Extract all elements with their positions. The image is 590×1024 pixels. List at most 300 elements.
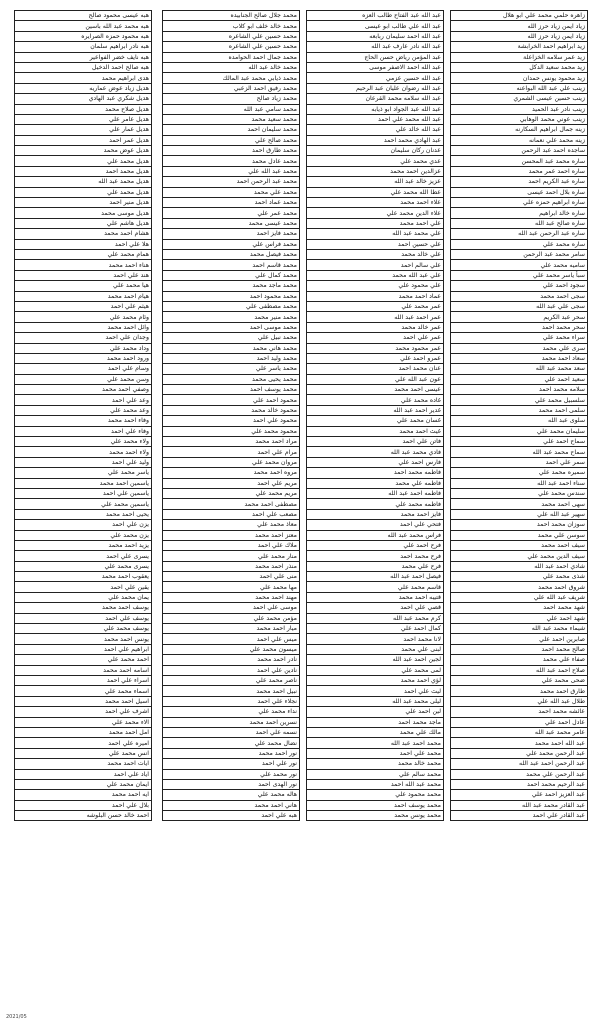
- table-row: [451, 426, 588, 436]
- table-row: [451, 353, 588, 363]
- table-row: [163, 426, 300, 436]
- table-row: [451, 405, 588, 415]
- table-row: [15, 166, 152, 176]
- table-row: [15, 198, 152, 208]
- table-row: [451, 696, 588, 706]
- name-cell: محمد يوسف احمد: [307, 800, 444, 810]
- table-row: [307, 291, 444, 301]
- table-row: [163, 42, 300, 52]
- name-cell: محمود محمد علي: [163, 426, 300, 436]
- name-cell: فرح محمد احمد: [307, 551, 444, 561]
- name-cell: الاء محمد علي: [15, 717, 152, 727]
- table-row: [15, 468, 152, 478]
- name-cell: منى علي احمد: [163, 572, 300, 582]
- name-cell: وفاء علي احمد: [15, 426, 152, 436]
- table-row: [15, 260, 152, 270]
- name-cell: ناصر محمد علي: [163, 676, 300, 686]
- table-row: [15, 759, 152, 769]
- table-row: [163, 478, 300, 488]
- table-row: [163, 249, 300, 259]
- table-row: [15, 426, 152, 436]
- table-row: [15, 62, 152, 72]
- name-column-4: [14, 10, 152, 1014]
- table-row: [307, 769, 444, 779]
- table-row: [451, 42, 588, 52]
- table-row: [451, 198, 588, 208]
- name-cell: عبد الله عبد الفتاح طالب العزه: [307, 11, 444, 21]
- table-row: [307, 249, 444, 259]
- name-cell: ضحى محمد علي: [451, 676, 588, 686]
- table-row: [15, 509, 152, 519]
- name-cell: اياد علي احمد: [15, 769, 152, 779]
- table-row: [15, 405, 152, 415]
- name-cell: ماجد محمد احمد: [307, 717, 444, 727]
- table-row: [451, 509, 588, 519]
- table-row: [307, 613, 444, 623]
- table-row: [15, 187, 152, 197]
- name-cell: محمد ياسر علي: [163, 364, 300, 374]
- name-cell: سليمان محمد علي: [451, 426, 588, 436]
- table-row: [451, 561, 588, 571]
- name-cell: هديل صلاح محمد: [15, 104, 152, 114]
- name-table-1: [450, 10, 588, 821]
- name-cell: سلسبيل محمد علي: [451, 395, 588, 405]
- table-row: [163, 374, 300, 384]
- name-cell: محمد فيصل محمد: [163, 249, 300, 259]
- name-cell: هاني احمد محمد: [163, 800, 300, 810]
- name-cell: محمد يوسف احمد: [163, 385, 300, 395]
- table-row: [163, 488, 300, 498]
- name-cell: فاطمه محمد علي: [307, 499, 444, 509]
- table-row: [451, 551, 588, 561]
- name-cell: محمد علي محمد: [163, 187, 300, 197]
- page-footer: 2021/05: [6, 1014, 27, 1020]
- name-cell: سناء احمد عبد الله: [451, 478, 588, 488]
- name-cell: عمر خالد محمد: [307, 322, 444, 332]
- name-cell: نور علي احمد: [163, 759, 300, 769]
- table-row: [163, 208, 300, 218]
- name-cell: سراء محمد علي: [451, 333, 588, 343]
- name-cell: احمد محمد علي: [15, 655, 152, 665]
- name-cell: نجلاء علي احمد: [163, 696, 300, 706]
- table-row: [451, 478, 588, 488]
- name-cell: ولاء احمد محمد: [15, 447, 152, 457]
- table-row: [163, 509, 300, 519]
- table-row: [307, 603, 444, 613]
- name-cell: سماح محمد عبد الله: [451, 447, 588, 457]
- name-cell: وصفي احمد محمد: [15, 385, 152, 395]
- table-row: [307, 218, 444, 228]
- name-cell: عبد الله احمد الاصفر موسى: [307, 62, 444, 72]
- table-row: [163, 696, 300, 706]
- table-row: [307, 114, 444, 124]
- name-cell: ساره عبد الرحمن عبد الله: [451, 229, 588, 239]
- name-cell: فاطمه احمد عبد الله: [307, 488, 444, 498]
- name-cell: هديل هاشم علي: [15, 218, 152, 228]
- table-row: [451, 322, 588, 332]
- name-cell: صالح محمد احمد: [451, 644, 588, 654]
- name-cell: عبد العزيز احمد علي: [451, 790, 588, 800]
- table-row: [451, 21, 588, 31]
- name-cell: سرى علي محمد: [451, 343, 588, 353]
- name-cell: زياد ايمن زياد حرز الله: [451, 21, 588, 31]
- name-cell: هبه علي احمد: [163, 811, 300, 821]
- name-cell: وسن محمد علي: [15, 374, 152, 384]
- table-row: [15, 301, 152, 311]
- table-row: [163, 769, 300, 779]
- table-row: [307, 509, 444, 519]
- table-row: [15, 447, 152, 457]
- table-row: [15, 499, 152, 509]
- name-cell: سحر محمد احمد: [451, 322, 588, 332]
- table-row: [451, 94, 588, 104]
- name-cell: وليد علي احمد: [15, 457, 152, 467]
- name-cell: سحر عبد الكريم: [451, 312, 588, 322]
- name-cell: صلاح احمد عبد الله: [451, 665, 588, 675]
- table-row: [163, 343, 300, 353]
- name-cell: محمد فراس علي: [163, 239, 300, 249]
- table-row: [15, 634, 152, 644]
- table-row: [307, 468, 444, 478]
- name-cell: يوسف محمد علي: [15, 624, 152, 634]
- name-cell: ساره احمد عمر محمد: [451, 166, 588, 176]
- name-cell: هديل عوض محمد: [15, 146, 152, 156]
- table-row: [15, 395, 152, 405]
- name-cell: لؤي احمد محمد: [307, 676, 444, 686]
- name-cell: ملاك علي احمد: [163, 540, 300, 550]
- table-row: [307, 260, 444, 270]
- name-cell: سجى علي عبد الله: [451, 301, 588, 311]
- table-row: [15, 31, 152, 41]
- table-row: [451, 603, 588, 613]
- table-row: [15, 364, 152, 374]
- name-cell: عامر محمد عبد الله: [451, 727, 588, 737]
- table-row: [163, 457, 300, 467]
- table-row: [163, 530, 300, 540]
- table-row: [163, 291, 300, 301]
- name-cell: محمد عبد الله احمد: [307, 779, 444, 789]
- name-cell: ساميه محمد علي: [451, 260, 588, 270]
- name-cell: عيسى احمد محمد: [307, 385, 444, 395]
- name-cell: عبد القادر علي احمد: [451, 811, 588, 821]
- table-row: [307, 416, 444, 426]
- table-row: [451, 281, 588, 291]
- table-row: [15, 343, 152, 353]
- name-cell: ساره محمد عبد المحسن: [451, 156, 588, 166]
- name-cell: نبيل احمد محمد: [163, 686, 300, 696]
- name-cell: وائل احمد محمد: [15, 322, 152, 332]
- table-row: [451, 416, 588, 426]
- name-cell: ابراهيم علي احمد: [15, 644, 152, 654]
- name-cell: ساره صالح عبد الله: [451, 218, 588, 228]
- name-cell: عمر علي احمد: [307, 333, 444, 343]
- table-row: [15, 790, 152, 800]
- name-cell: علاء احمد محمد: [307, 198, 444, 208]
- name-cell: محمد احمد عبد الله: [307, 738, 444, 748]
- table-row: [307, 488, 444, 498]
- name-cell: عبد الرحيم محمد احمد: [451, 779, 588, 789]
- table-row: [307, 707, 444, 717]
- name-cell: علي محمود علي: [307, 281, 444, 291]
- name-cell: لانا محمد احمد: [307, 634, 444, 644]
- table-row: [451, 582, 588, 592]
- table-row: [451, 520, 588, 530]
- table-row: [307, 457, 444, 467]
- name-cell: علي عبد الله محمد: [307, 270, 444, 280]
- table-row: [163, 790, 300, 800]
- table-row: [307, 73, 444, 83]
- name-cell: هديل عمر احمد: [15, 135, 152, 145]
- table-row: [451, 385, 588, 395]
- table-row: [307, 343, 444, 353]
- table-row: [451, 229, 588, 239]
- name-cell: اسامه احمد محمد: [15, 665, 152, 675]
- name-cell: محمد حسين علي الشاعره: [163, 31, 300, 41]
- name-cell: سماح احمد علي: [451, 437, 588, 447]
- table-row: [451, 83, 588, 93]
- name-cell: سامر محمد عبد الرحمن: [451, 249, 588, 259]
- table-row: [307, 727, 444, 737]
- table-row: [15, 530, 152, 540]
- name-cell: ساره ابراهيم حمزه علي: [451, 198, 588, 208]
- name-cell: ساره عبد الكريم احمد: [451, 177, 588, 187]
- name-cell: وجدان علي احمد: [15, 333, 152, 343]
- name-cell: عزالدين احمد محمد: [307, 166, 444, 176]
- table-row: [307, 572, 444, 582]
- name-cell: سيف احمد محمد: [451, 540, 588, 550]
- table-row: [15, 218, 152, 228]
- name-cell: علي محمد عبد الله: [307, 229, 444, 239]
- table-row: [163, 177, 300, 187]
- table-row: [307, 551, 444, 561]
- table-row: [163, 447, 300, 457]
- name-cell: سهير عبد الله علي: [451, 509, 588, 519]
- table-row: [307, 104, 444, 114]
- table-row: [307, 686, 444, 696]
- name-cell: ولاء محمد علي: [15, 437, 152, 447]
- table-row: [451, 717, 588, 727]
- name-cell: وعد علي احمد: [15, 395, 152, 405]
- name-cell: سمر علي احمد: [451, 457, 588, 467]
- name-cell: عبد الله محمد علي احمد: [307, 114, 444, 124]
- name-cell: هدى ابراهيم محمد: [15, 73, 152, 83]
- table-row: [451, 218, 588, 228]
- name-column-2: [306, 10, 444, 1014]
- name-cell: انس محمد علي: [15, 748, 152, 758]
- name-cell: طارق احمد محمد: [451, 686, 588, 696]
- table-row: [307, 395, 444, 405]
- name-cell: هيثم علي احمد: [15, 301, 152, 311]
- table-row: [307, 561, 444, 571]
- table-row: [163, 260, 300, 270]
- name-cell: هبه محمود حمزه الصرايره: [15, 31, 152, 41]
- table-row: [307, 166, 444, 176]
- name-cell: محمد جمال احمد الحوامده: [163, 52, 300, 62]
- name-cell: عنان محمد احمد: [307, 364, 444, 374]
- table-row: [163, 572, 300, 582]
- table-row: [15, 800, 152, 810]
- table-row: [307, 42, 444, 52]
- table-row: [163, 437, 300, 447]
- table-row: [451, 634, 588, 644]
- table-row: [307, 437, 444, 447]
- name-cell: هيا محمد علي: [15, 281, 152, 291]
- table-row: [15, 478, 152, 488]
- name-cell: ايه احمد محمد: [15, 790, 152, 800]
- table-row: [163, 104, 300, 114]
- table-row: [307, 62, 444, 72]
- name-cell: زينب علي عبد الله البواعنه: [451, 83, 588, 93]
- table-row: [307, 790, 444, 800]
- table-row: [15, 208, 152, 218]
- table-row: [307, 779, 444, 789]
- name-cell: شادي احمد عبد الله: [451, 561, 588, 571]
- name-cell: محمد وليد احمد: [163, 353, 300, 363]
- name-cell: مروان محمد علي: [163, 457, 300, 467]
- table-row: [451, 395, 588, 405]
- table-row: [163, 592, 300, 602]
- table-row: [15, 52, 152, 62]
- name-cell: علاء الدين محمد علي: [307, 208, 444, 218]
- table-row: [307, 655, 444, 665]
- table-row: [307, 811, 444, 821]
- name-cell: يعقوب احمد محمد: [15, 572, 152, 582]
- table-row: [15, 811, 152, 821]
- table-row: [163, 166, 300, 176]
- table-row: [451, 779, 588, 789]
- name-cell: هديل محمد علي: [15, 156, 152, 166]
- table-row: [15, 416, 152, 426]
- table-row: [163, 613, 300, 623]
- name-cell: قتيبه احمد محمد: [307, 592, 444, 602]
- name-cell: محمد سامي عبد الله: [163, 104, 300, 114]
- table-row: [307, 156, 444, 166]
- table-row: [451, 811, 588, 821]
- table-row: [451, 592, 588, 602]
- name-cell: هديل محمد عبد الله: [15, 177, 152, 187]
- table-row: [451, 468, 588, 478]
- name-cell: عائشه محمد احمد: [451, 707, 588, 717]
- name-cell: ساره محمد علي: [451, 239, 588, 249]
- table-row: [451, 665, 588, 675]
- name-cell: هشام احمد محمد: [15, 229, 152, 239]
- table-row: [307, 177, 444, 187]
- table-row: [15, 779, 152, 789]
- table-row: [15, 603, 152, 613]
- name-cell: عبد الله حسين عزمي: [307, 73, 444, 83]
- name-cell: نور الهدى احمد: [163, 779, 300, 789]
- table-row: [307, 499, 444, 509]
- name-table-2: [306, 10, 444, 821]
- name-cell: مرام علي احمد: [163, 447, 300, 457]
- table-row: [15, 114, 152, 124]
- table-row: [307, 21, 444, 31]
- table-row: [451, 769, 588, 779]
- table-row: [15, 676, 152, 686]
- table-row: [307, 748, 444, 758]
- table-row: [451, 800, 588, 810]
- table-row: [163, 759, 300, 769]
- table-row: [15, 551, 152, 561]
- name-cell: معاذ محمد علي: [163, 520, 300, 530]
- table-row: [307, 478, 444, 488]
- table-row: [307, 198, 444, 208]
- name-cell: عبد الله سلامه محمد القرعان: [307, 94, 444, 104]
- table-row: [451, 52, 588, 62]
- table-row: [307, 135, 444, 145]
- table-row: [451, 73, 588, 83]
- table-row: [307, 530, 444, 540]
- name-cell: محمد يونس محمد: [307, 811, 444, 821]
- table-row: [163, 31, 300, 41]
- table-row: [163, 239, 300, 249]
- name-cell: عبد الله نادر عارف عبد الله: [307, 42, 444, 52]
- name-cell: ليلى محمد عبد الله: [307, 696, 444, 706]
- table-row: [163, 94, 300, 104]
- table-row: [451, 437, 588, 447]
- table-row: [307, 624, 444, 634]
- name-cell: نادر احمد محمد: [163, 655, 300, 665]
- table-row: [15, 312, 152, 322]
- name-cell: وداد محمد علي: [15, 343, 152, 353]
- name-cell: محمد كمال علي: [163, 270, 300, 280]
- name-cell: سعد محمد عبد الله: [451, 364, 588, 374]
- table-row: [307, 333, 444, 343]
- table-row: [307, 520, 444, 530]
- table-row: [307, 270, 444, 280]
- name-cell: مصعب علي احمد: [163, 509, 300, 519]
- name-column-1: [450, 10, 588, 1014]
- table-row: [451, 166, 588, 176]
- table-row: [163, 198, 300, 208]
- name-cell: زينب حسين عيسى الشمري: [451, 94, 588, 104]
- table-row: [15, 333, 152, 343]
- table-row: [307, 374, 444, 384]
- table-row: [15, 707, 152, 717]
- name-cell: هديل عمار علي: [15, 125, 152, 135]
- table-row: [15, 592, 152, 602]
- table-row: [15, 717, 152, 727]
- table-row: [15, 437, 152, 447]
- name-cell: غيث احمد محمد: [307, 426, 444, 436]
- name-cell: علي حسين احمد: [307, 239, 444, 249]
- name-cell: محمد عبد الرحمن احمد: [163, 177, 300, 187]
- table-row: [163, 385, 300, 395]
- table-row: [15, 738, 152, 748]
- table-row: [15, 374, 152, 384]
- name-cell: ليث علي احمد: [307, 686, 444, 696]
- table-row: [451, 613, 588, 623]
- table-row: [163, 52, 300, 62]
- name-cell: صابرين احمد علي: [451, 634, 588, 644]
- table-row: [15, 696, 152, 706]
- name-cell: زيد محمد سعيد الدكل: [451, 62, 588, 72]
- table-row: [15, 249, 152, 259]
- table-row: [451, 11, 588, 21]
- name-cell: منذر احمد محمد: [163, 561, 300, 571]
- table-row: [451, 655, 588, 665]
- table-row: [163, 717, 300, 727]
- table-row: [307, 665, 444, 675]
- table-row: [451, 644, 588, 654]
- table-row: [15, 21, 152, 31]
- table-row: [163, 416, 300, 426]
- name-cell: شهد احمد علي: [451, 613, 588, 623]
- name-cell: مها محمد علي: [163, 582, 300, 592]
- table-row: [307, 696, 444, 706]
- name-cell: فاطمه محمد احمد: [307, 468, 444, 478]
- name-cell: زيد محمود يونس حمدان: [451, 73, 588, 83]
